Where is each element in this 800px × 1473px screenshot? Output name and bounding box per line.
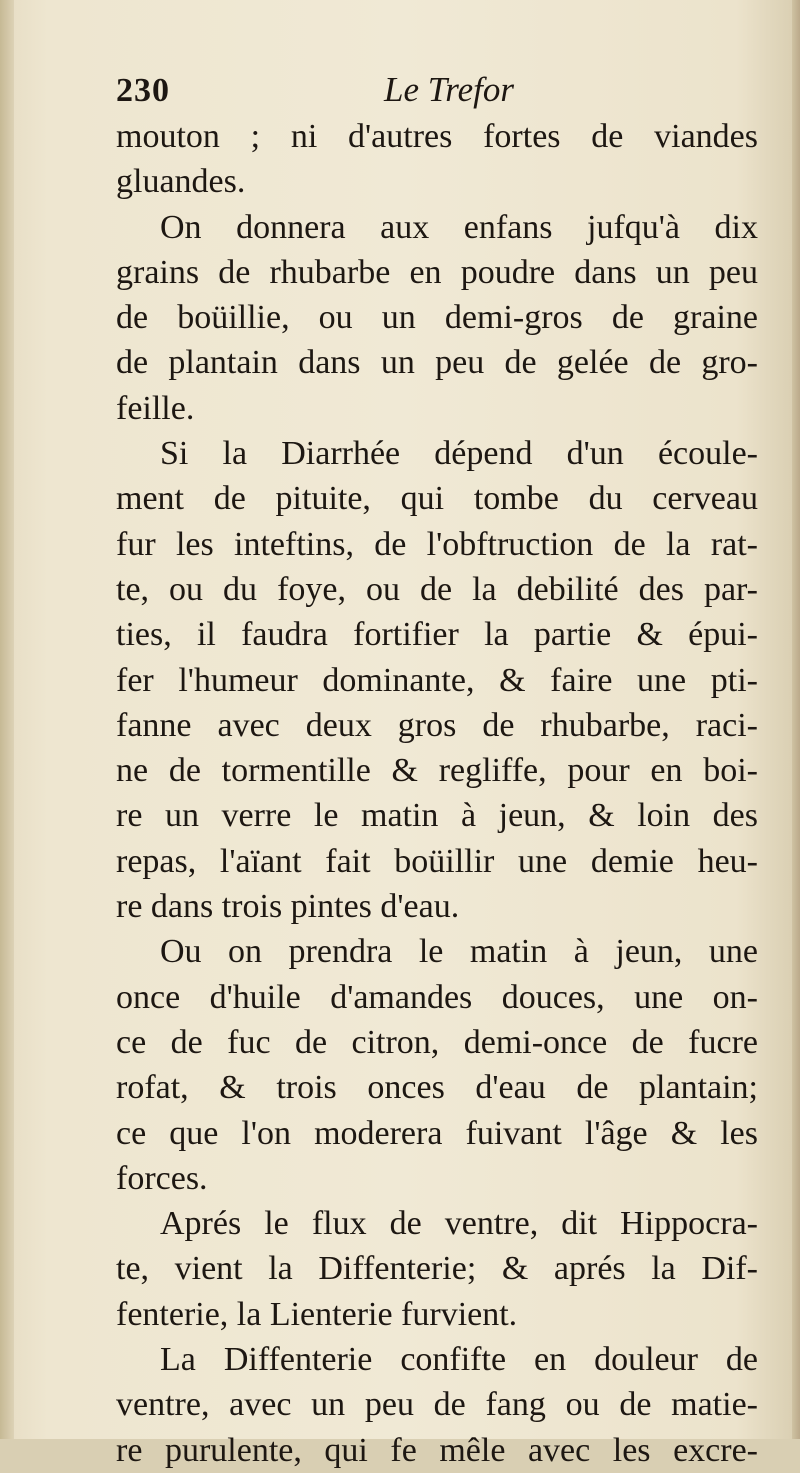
text-line: de boüillie, ou un demi-gros de graine: [116, 299, 758, 337]
text-line: Si la Diarrhée dépend d'un écoule-: [160, 435, 758, 473]
text-line: ce de fuc de citron, demi-once de fucre: [116, 1023, 758, 1061]
page-number: 230: [116, 72, 170, 109]
text-line: repas, l'aïant fait boüillir une demie heu-: [116, 842, 758, 880]
text-line: mouton ; ni d'autres fortes de viandes: [116, 118, 758, 155]
text-line: te, ou du foye, ou de la debilité des par-: [116, 570, 758, 608]
text-line: re un verre le matin à jeun, & loin des: [116, 797, 758, 835]
text-line: La Diffenterie confifte en douleur de: [160, 1341, 758, 1379]
body-text: [116, 114, 758, 1473]
text-line: Aprés le flux de ventre, dit Hippocra-: [160, 1205, 758, 1243]
text-line: fenterie, la Lienterie furvient.: [116, 1295, 518, 1333]
text-line: re dans trois pintes d'eau.: [116, 888, 460, 926]
text-line: once d'huile d'amandes douces, une on-: [116, 978, 758, 1016]
text-line: fanne avec deux gros de rhubarbe, raci-: [116, 706, 758, 744]
text-line: te, vient la Diffenterie; & aprés la Dif-: [116, 1250, 758, 1288]
text-line: On donnera aux enfans jufqu'à dix: [160, 208, 758, 246]
text-line: de plantain dans un peu de gelée de gro-: [116, 344, 758, 382]
text-line: grains de rhubarbe en poudre dans un peu: [116, 253, 758, 291]
text-line: ce que l'on moderera fuivant l'âge & les: [116, 1114, 758, 1152]
text-line: re purulente, qui fe mêle avec les excre-: [116, 1431, 758, 1469]
text-line: fer l'humeur dominante, & faire une pti-: [116, 661, 758, 699]
text-line: rofat, & trois onces d'eau de plantain;: [116, 1069, 758, 1107]
running-head: [116, 70, 756, 116]
text-line: Ou on prendra le matin à jeun, une: [160, 933, 758, 971]
text-line: ventre, avec un peu de fang ou de matie-: [116, 1386, 758, 1424]
text-line: fur les inteftins, de l'obftruction de la rat-: [116, 525, 758, 563]
text-line: ment de pituite, qui tombe du cerveau: [116, 480, 758, 518]
text-line: feille.: [116, 389, 195, 427]
text-line: ne de tormentille & regliffe, pour en boi-: [116, 752, 758, 790]
running-title: Le Trefor: [384, 70, 514, 109]
text-line: ties, il faudra fortifier la partie & épui-: [116, 616, 758, 654]
text-line: gluandes.: [116, 163, 246, 201]
text-line: forces.: [116, 1159, 208, 1197]
